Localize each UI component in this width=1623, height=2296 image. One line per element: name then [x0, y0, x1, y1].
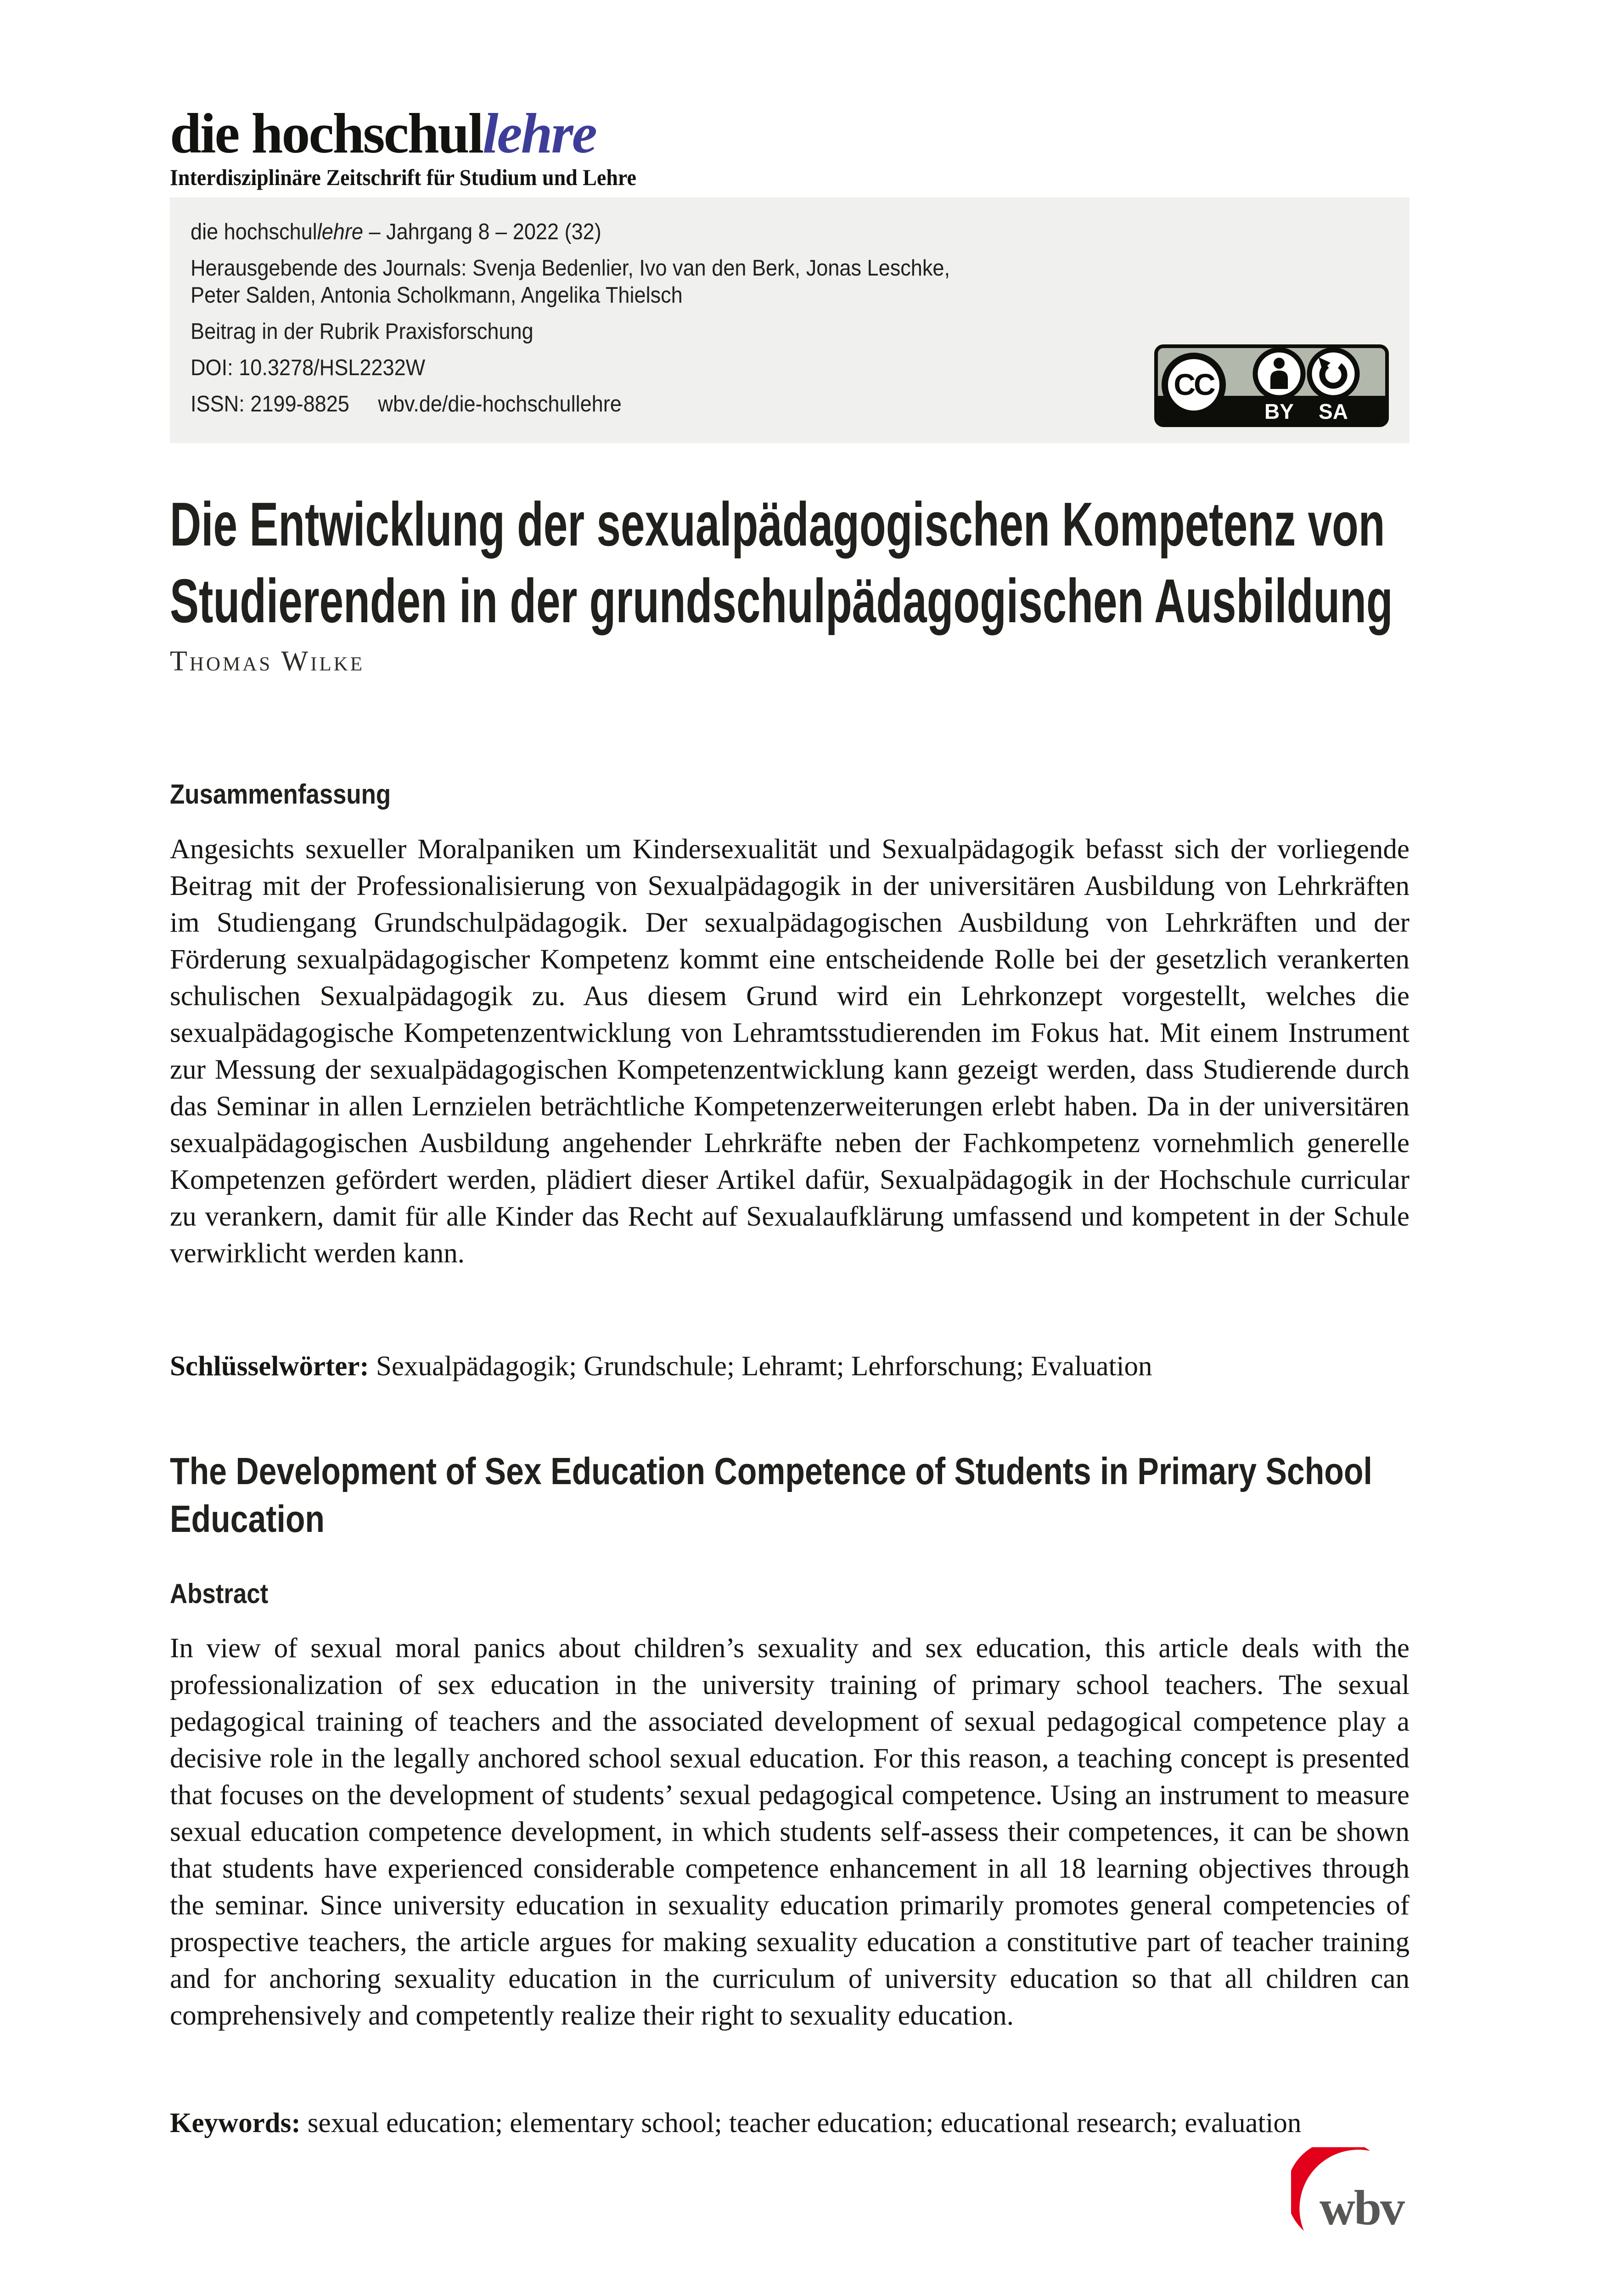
publishers-line-2: Peter Salden, Antonia Scholkmann, Angelika Thielsch	[191, 283, 683, 308]
logo-text-black: die hochschul	[170, 102, 483, 165]
keywords-en-values: sexual education; elementary school; teacher education; educational research; evaluation	[300, 2108, 1302, 2138]
abstract-en-heading	[170, 1578, 1410, 1609]
author-name: Thomas Wilke	[170, 646, 365, 677]
publishers-line-1: Herausgebende des Journals: Svenja Bedenlier, Ivo van den Berk, Jonas Leschke,	[191, 256, 950, 281]
abstract-en-paragraph: In view of sexual moral panics about children’s sexuality and sex education, this article deals with the professionalization of sex education in the university training of primary school teachers. The sexual pedagogical training of teachers and the associated development of sexual pedagogical competence play a decisive role in the legally anchored school sexual education. For this reason, a teaching concept is presented that focuses on the development of students’ sexual pedagogical competence. Using an instrument to measure sexual education competence development, in which students self-assess their competences, it can be shown that students have experienced considerable competence enhancement in all 18 learning objectives through the seminar. Since university education in sexuality education primarily promotes general competencies of prospective teachers, the article argues for making sexuality education a constitutive part of teacher training and for anchoring sexuality education in the curriculum of university education so that all children can comprehensively and competently realize their right to sexuality education.	[170, 1633, 1410, 2031]
abstract-de-heading	[170, 778, 1410, 810]
cc-letters: CC	[1174, 367, 1214, 401]
issue-journal-name: die hochschul	[191, 219, 317, 244]
keywords-en-line	[170, 2105, 1410, 2142]
keywords-de-label: Schlüsselwörter:	[170, 1351, 369, 1382]
article-title-en-line1: The Development of Sex Education Competence of Students in Primary School	[170, 1450, 1372, 1492]
article-title-de-line1: Die Entwicklung der sexualpädagogischen Kompetenz von	[170, 490, 1385, 559]
journal-logo	[170, 102, 1410, 191]
issue-line	[191, 219, 1293, 246]
journal-url: wbv.de/die-hochschullehre	[378, 392, 622, 416]
keywords-de-values: Sexualpädagogik; Grundschule; Lehramt; Lehrforschung; Evaluation	[369, 1351, 1152, 1382]
journal-logo-wordmark	[170, 102, 1410, 165]
attribution-person-icon	[1255, 350, 1303, 398]
article-title-en-line2: Education	[170, 1497, 325, 1540]
abstract-de-heading-text: Zusammenfassung	[170, 779, 391, 810]
issue-volume-info: – Jahrgang 8 – 2022 (32)	[363, 219, 601, 244]
cc-icon	[1165, 356, 1223, 414]
logo-text-blue: lehre	[483, 102, 596, 165]
wbv-publisher-logo	[1291, 2147, 1411, 2239]
abstract-de-paragraph: Angesichts sexueller Moralpaniken um Kindersexualität und Sexualpädagogik befasst sich der vorliegende Beitrag mit der Professionalisierung von Sexualpädagogik in der universitären Ausbildung von Lehrkräften im Studiengang Grundschulpädagogik. Der sexualpädagogischen Ausbildung von Lehrkräften und der Förderung sexualpädagogischer Kompetenz kommt eine entscheidende Rolle bei der gesetzlich verankerten schulischen Sexualpädagogik zu. Aus diesem Grund wird ein Lehrkonzept vorgestellt, welches die sexualpädagogische Kompetenzentwicklung von Lehramtsstudierenden im Fokus hat. Mit einem Instrument zur Messung der sexualpädagogischen Kompetenzentwicklung kann gezeigt werden, dass Studierende durch das Seminar in allen Lernzielen beträchtliche Kompetenzerweiterungen erlebt haben. Da in der universitären sexualpädagogischen Ausbildung angehender Lehrkräfte neben der Fachkompetenz vornehmlich generelle Kompetenzen gefördert werden, plädiert dieser Artikel dafür, Sexualpädagogik in der Hochschule curricular zu verankern, damit für alle Kinder das Recht auf Sexualaufklärung umfassend und kompetent in der Schule verwirklicht werden kann.	[170, 834, 1410, 1269]
badge-by-label: BY	[1264, 400, 1294, 423]
issn-line	[191, 391, 1293, 418]
keywords-de-line	[170, 1348, 1410, 1385]
article-title-en	[170, 1447, 1410, 1543]
abstract-en-heading-text: Abstract	[170, 1578, 269, 1609]
cc-by-sa-badge-icon	[1154, 344, 1389, 427]
share-alike-icon	[1309, 350, 1357, 398]
issn-value: ISSN: 2199-8825	[191, 392, 349, 416]
keywords-en-label: Keywords:	[170, 2108, 301, 2138]
doi-line: DOI: 10.3278/HSL2232W	[191, 355, 426, 380]
article-title-de	[170, 486, 1410, 639]
issue-metadata-box	[170, 197, 1410, 443]
issue-journal-name-italic: lehre	[317, 219, 363, 244]
issue-metadata-lines	[191, 219, 1293, 418]
wbv-logo-text: wbv	[1320, 2181, 1404, 2235]
badge-sa-label: SA	[1319, 400, 1348, 423]
section-line: Beitrag in der Rubrik Praxisforschung	[191, 319, 534, 344]
article-title-de-line2: Studierenden in der grundschulpädagogischen Ausbildung	[170, 566, 1393, 636]
journal-logo-subtitle: Interdisziplinäre Zeitschrift für Studium und Lehre	[170, 164, 636, 191]
